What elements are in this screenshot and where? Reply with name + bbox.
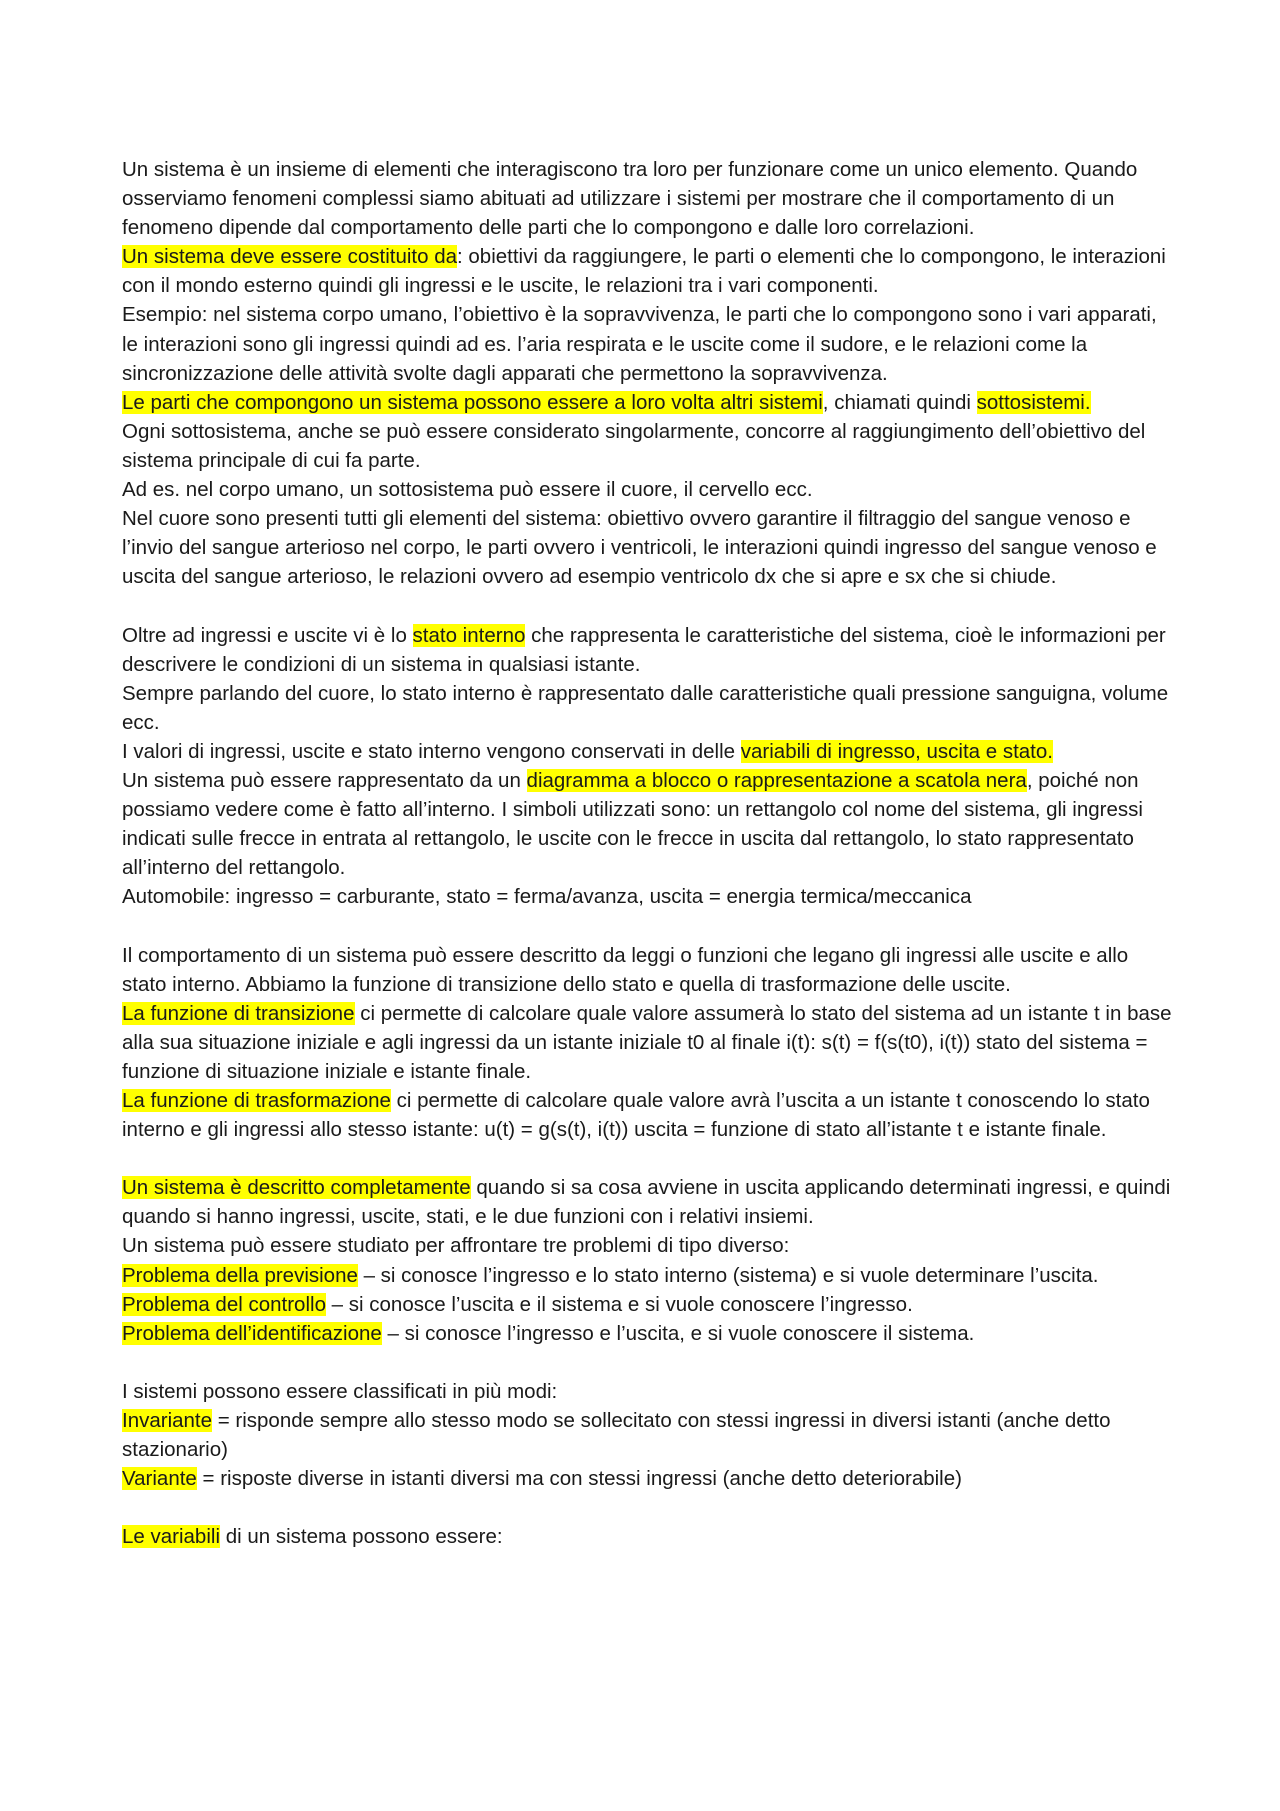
paragraph [122, 882, 1172, 911]
paragraph [122, 504, 1172, 591]
paragraph [122, 475, 1172, 504]
body-text: = risposte diverse in istanti diversi ma con stessi ingressi (anche detto deteriorabile) [196, 1467, 962, 1491]
highlighted-text: Invariante [122, 1409, 213, 1433]
highlighted-text: Problema del controllo [122, 1292, 326, 1316]
paragraph [122, 1261, 1172, 1290]
paragraph [122, 155, 1172, 242]
paragraph [122, 737, 1172, 766]
paragraph [122, 999, 1172, 1086]
body-text: ci permette di calcolare quale valore avrà l’uscita a un istante t conoscendo lo stato interno e gli ingressi allo stesso istante: u(t) = g(s(t), i(t)) uscita = funzione di stato all’istante t e istante finale. [122, 1089, 1150, 1142]
highlighted-text: Un sistema deve essere costituito da [122, 245, 457, 269]
body-text: Il comportamento di un sistema può essere descritto da leggi o funzioni che legano gli ingressi alle uscite e allo stato interno. Abbiamo la funzione di transizione dello stato e quella di trasformazione delle uscite. [122, 943, 1129, 996]
body-text: , chiamati quindi [822, 390, 977, 414]
paragraph [122, 766, 1172, 882]
body-text: = risponde sempre allo stesso modo se sollecitato con stessi ingressi in diversi istanti (anche detto stazionario) [122, 1409, 1111, 1462]
highlighted-text: Le variabili [122, 1525, 220, 1549]
body-text: I valori di ingressi, uscite e stato interno vengono conservati in delle [122, 739, 741, 763]
highlighted-text: Problema della previsione [122, 1263, 358, 1287]
paragraph-spacer [122, 911, 1172, 940]
body-text: Esempio: nel sistema corpo umano, l’obiettivo è la sopravvivenza, le parti che lo compongono sono i vari apparati, le interazioni sono gli ingressi quindi ad es. l’aria respirata e le uscite come il sudore, e le relazioni come la sincronizzazione delle attività svolte dagli apparati che permettono la sopravvivenza. [122, 303, 1157, 385]
paragraph [122, 1406, 1172, 1464]
paragraph [122, 1231, 1172, 1260]
paragraph-spacer [122, 1493, 1172, 1522]
body-text: Automobile: ingresso = carburante, stato = ferma/avanza, uscita = energia termica/meccanica [122, 885, 972, 909]
paragraph [122, 1290, 1172, 1319]
highlighted-text: La funzione di trasformazione [122, 1089, 391, 1112]
paragraph [122, 417, 1172, 475]
paragraph-spacer [122, 591, 1172, 620]
paragraph [122, 679, 1172, 737]
body-text: – si conosce l’uscita e il sistema e si vuole conoscere l’ingresso. [325, 1292, 913, 1316]
paragraph [122, 1464, 1172, 1493]
highlighted-text: Problema dell’identificazione [122, 1321, 382, 1345]
body-text: Oltre ad ingressi e uscite vi è lo [122, 623, 413, 647]
body-text: Un sistema può essere rappresentato da un [122, 768, 527, 792]
highlighted-text: diagramma a blocco o rappresentazione a scatola nera [526, 768, 1027, 792]
body-text: Un sistema può essere studiato per affrontare tre problemi di tipo diverso: [122, 1234, 790, 1258]
body-text: ci permette di calcolare quale valore assumerà lo stato del sistema ad un istante t in base alla sua situazione iniziale e agli ingressi da un istante iniziale t0 al finale i(t): s(t) = f(s(t0), i(t)) stato del sistema = funzione di situazione iniziale e istante finale. [122, 1001, 1172, 1083]
paragraph-spacer [122, 1348, 1172, 1377]
body-text: Ogni sottosistema, anche se può essere considerato singolarmente, concorre al raggiungimento dell’obiettivo del sistema principale di cui fa parte. [122, 419, 1146, 472]
paragraph [122, 941, 1172, 999]
highlighted-text: Un sistema è descritto completamente [122, 1176, 471, 1200]
body-text: , poiché non possiamo vedere come è fatto all’interno. I simboli utilizzati sono: un rettangolo col nome del sistema, gli ingressi indicati sulle frecce in entrata al rettangolo, le uscite con le frecce in uscita dal rettangolo, lo stato rappresentato all’interno del rettangolo. [122, 768, 1143, 880]
paragraph [122, 621, 1172, 679]
highlighted-text: La funzione di transizione [122, 1001, 355, 1025]
paragraph-spacer [122, 1144, 1172, 1173]
document-body [122, 155, 1172, 1552]
highlighted-text: Variante [122, 1467, 197, 1491]
body-text: quando si sa cosa avviene in uscita applicando determinati ingressi, e quindi quando si hanno ingressi, uscite, stati, e le due funzioni con i relativi insiemi. [122, 1176, 1171, 1229]
paragraph [122, 300, 1172, 387]
highlighted-text: Le parti che compongono un sistema possono essere a loro volta altri sistemi [122, 390, 823, 414]
highlighted-text: variabili di ingresso, uscita e stato. [740, 739, 1053, 763]
body-text: di un sistema possono essere: [220, 1525, 503, 1549]
body-text: Un sistema è un insieme di elementi che interagiscono tra loro per funzionare come un unico elemento. Quando osserviamo fenomeni complessi siamo abituati ad utilizzare i sistemi per mostrare che il comportamento di un fenomeno dipende dal comportamento delle parti che lo compongono e dalle loro correlazioni. [122, 158, 1138, 240]
body-text: I sistemi possono essere classificati in più modi: [122, 1379, 558, 1403]
body-text: che rappresenta le caratteristiche del sistema, cioè le informazioni per descrivere le condizioni di un sistema in qualsiasi istante. [122, 623, 1166, 676]
body-text: : obiettivi da raggiungere, le parti o elementi che lo compongono, le interazioni con il mondo esterno quindi gli ingressi e le uscite, le relazioni tra i vari componenti. [122, 245, 1166, 298]
highlighted-text: sottosistemi. [976, 390, 1091, 414]
paragraph [122, 1173, 1172, 1231]
paragraph [122, 388, 1172, 417]
body-text: – si conosce l’ingresso e l’uscita, e si vuole conoscere il sistema. [381, 1321, 975, 1345]
body-text: Nel cuore sono presenti tutti gli elementi del sistema: obiettivo ovvero garantire il filtraggio del sangue venoso e l’invio del sangue arterioso nel corpo, le parti ovvero i ventricoli, le interazioni quindi ingresso del sangue venoso e uscita del sangue arterioso, le relazioni ovvero ad esempio ventricolo dx che si apre e sx che si chiude. [122, 507, 1157, 589]
paragraph [122, 1319, 1172, 1348]
paragraph [122, 1086, 1172, 1144]
body-text: Sempre parlando del cuore, lo stato interno è rappresentato dalle caratteristiche quali pressione sanguigna, volume ecc. [122, 681, 1169, 734]
highlighted-text: stato interno [412, 623, 526, 647]
body-text: – si conosce l’ingresso e lo stato interno (sistema) e si vuole determinare l’uscita. [357, 1263, 1099, 1287]
paragraph [122, 1377, 1172, 1406]
paragraph [122, 242, 1172, 300]
body-text: Ad es. nel corpo umano, un sottosistema può essere il cuore, il cervello ecc. [122, 478, 813, 502]
paragraph [122, 1522, 1172, 1551]
